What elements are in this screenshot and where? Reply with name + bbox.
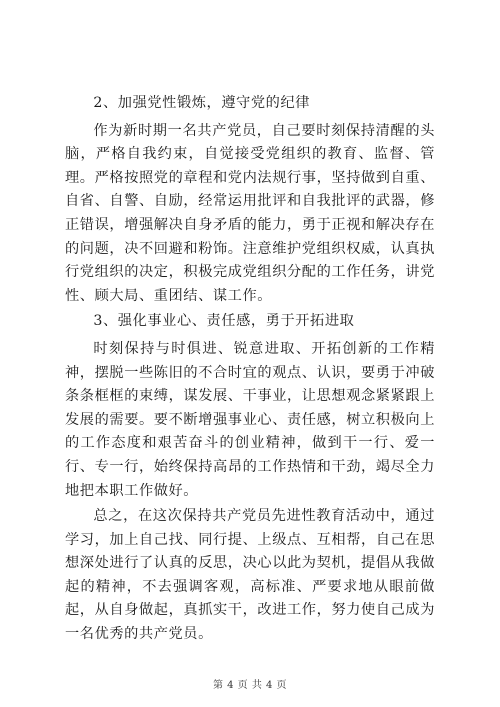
paragraph-discipline: 作为新时期一名共产党员，自己要时刻保持清醒的头脑，严格自我约束，自觉接受党组织的教育、监督、管理。严格按照党的章程和党内法规行事，坚持做到自重、自省、自警、自励，经常运用批评和自我批评的武器，修正错误，增强解决自身矛盾的能力，勇于正视和解决存在的问题，决不回避和粉饰。注意维护党组织权威，认真执行党组织的决定，积极完成党组织分配的工作任务，讲党性、顾大局、重团结、谋工作。	[65, 122, 435, 304]
section-heading-2: 2、加强党性锻炼，遵守党的纪律	[93, 95, 311, 111]
document-body	[65, 92, 435, 647]
page-number-footer: 第 4 页 共 4 页	[212, 680, 288, 691]
paragraph-dedication: 时刻保持与时俱进、锐意进取、开拓创新的工作精神，摆脱一些陈旧的不合时宜的观点、认识，要勇于冲破条条框框的束缚，谋发展、干事业，让思想观念紧紧跟上发展的需要。要不断增强事业心、责任感，树立积极向上的工作态度和艰苦奋斗的创业精神，做到干一行、爱一行、专一行，始终保持高昂的工作热情和干劲，竭尽全力地把本职工作做好。	[65, 340, 435, 499]
paragraph-summary: 总之，在这次保持共产党员先进性教育活动中，通过学习，加上自己找、同行提、上级点、互相帮，自己在思想深处进行了认真的反思，决心以此为契机，提倡从我做起的精神，不去强调客观，高标准、严要求地从眼前做起，从自身做起，真抓实干，改进工作，努力使自己成为一名优秀的共产党员。	[65, 508, 435, 643]
section-heading-3: 3、强化事业心、责任感，勇于开拓进取	[93, 313, 355, 330]
